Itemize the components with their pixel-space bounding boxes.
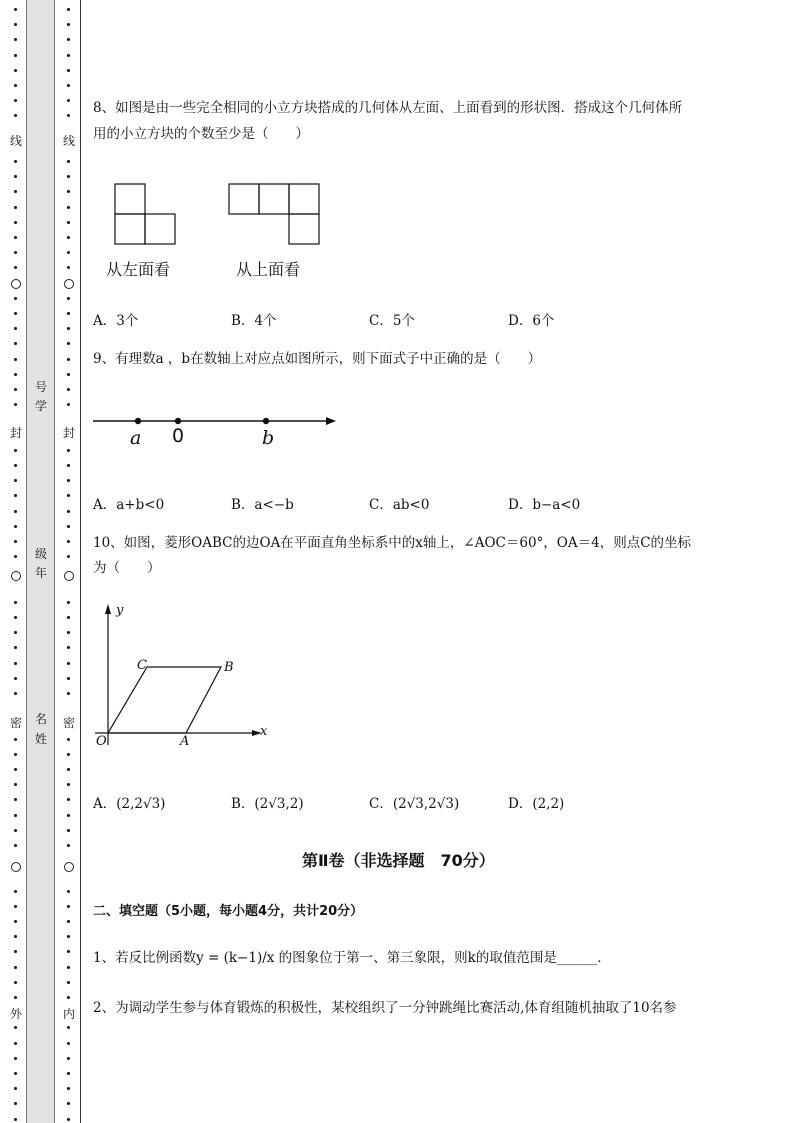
label-y: y	[116, 603, 124, 618]
margin-dot	[67, 8, 70, 11]
inner-label-mi: 密	[63, 716, 76, 730]
margin-dot	[14, 251, 17, 254]
inner-label-feng: 封	[63, 426, 76, 440]
margin-dot	[67, 479, 70, 482]
axis-label-zero: 0	[172, 425, 185, 447]
margin-dot	[14, 1072, 17, 1075]
margin-dot	[14, 738, 17, 741]
margin-dot	[67, 206, 70, 209]
left-view-figure	[115, 184, 175, 244]
margin-dot	[67, 464, 70, 467]
margin-dot	[14, 69, 17, 72]
margin-dot	[14, 1102, 17, 1105]
margin-dot	[14, 555, 17, 558]
fig-top-view-label: 从上面看	[236, 260, 301, 279]
strip-label-xue: 学	[35, 399, 48, 413]
margin-dot	[67, 783, 70, 786]
margin-dot	[67, 84, 70, 87]
margin-dot	[67, 69, 70, 72]
margin-dot	[14, 464, 17, 467]
label-C: C	[137, 658, 147, 673]
q9-option-a[interactable]: A．a+b<0	[93, 497, 165, 513]
margin-dot	[14, 175, 17, 178]
margin-dot	[14, 479, 17, 482]
margin-dot	[14, 312, 17, 315]
outer-circle	[11, 571, 21, 581]
margin-dot	[14, 966, 17, 969]
label-x: x	[260, 724, 268, 739]
q10-option-a[interactable]: A．(2,2√3)	[93, 796, 166, 812]
margin-dot	[67, 38, 70, 41]
q10-option-d[interactable]: D．(2,2)	[508, 796, 565, 812]
margin-dot	[67, 646, 70, 649]
q8-text-line2: 用的小立方块的个数至少是（ ）	[93, 126, 309, 142]
q10-option-c[interactable]: C．(2√3,2√3)	[369, 796, 460, 812]
margin-dot	[14, 844, 17, 847]
q9-text: 9、有理数a ，b在数轴上对应点如图所示，则下面式子中正确的是（ ）	[93, 351, 542, 367]
fill-in-section-heading: 二、填空题（5小题，每小题4分，共计20分）	[93, 904, 364, 919]
q8-text-line1: 8、如图是由一些完全相同的小立方块搭成的几何体从左面、上面看到的形状图．搭成这个几何体所	[93, 100, 683, 116]
margin-dot	[14, 297, 17, 300]
label-A: A	[180, 734, 190, 749]
margin-dot	[67, 1087, 70, 1090]
margin-dot	[67, 221, 70, 224]
inner-label-nei: 内	[63, 1007, 76, 1021]
strip-label-ji: 级	[35, 547, 48, 561]
outer-circle	[11, 862, 21, 872]
fill-q1-text: 1、若反比例函数y = (k−1)/x 的图象位于第一、第三象限，则k的取值范围是______．	[93, 950, 611, 966]
axis-label-b: b	[262, 427, 275, 449]
part2-title: 第Ⅱ卷（非选择题 70分）	[302, 851, 495, 870]
margin-dot	[14, 327, 17, 330]
outer-label-mi: 密	[10, 716, 23, 730]
margin-dot	[14, 266, 17, 269]
margin-dot	[14, 373, 17, 376]
margin-dot	[14, 753, 17, 756]
margin-dot	[67, 1102, 70, 1105]
margin-dot	[14, 616, 17, 619]
margin-dot	[67, 1026, 70, 1029]
margin-dot	[67, 510, 70, 513]
margin-dot	[67, 1042, 70, 1045]
margin-dot	[67, 935, 70, 938]
margin-dot	[14, 814, 17, 817]
margin-dot	[14, 1026, 17, 1029]
q9-option-b[interactable]: B．a<−b	[231, 497, 294, 513]
margin-dot	[14, 84, 17, 87]
margin-dot	[14, 996, 17, 999]
margin-dot	[14, 358, 17, 361]
margin-dot	[67, 798, 70, 801]
margin-dot	[67, 266, 70, 269]
margin-dot	[14, 981, 17, 984]
margin-dot	[67, 829, 70, 832]
margin-dot	[67, 631, 70, 634]
margin-dot	[67, 373, 70, 376]
margin-dot	[67, 905, 70, 908]
margin-dot	[14, 8, 17, 11]
margin-dot	[14, 631, 17, 634]
margin-dot	[67, 814, 70, 817]
q10-option-b[interactable]: B．(2√3,2)	[231, 796, 304, 812]
margin-dot	[14, 190, 17, 193]
margin-dot	[14, 677, 17, 680]
margin-dot	[67, 1057, 70, 1060]
margin-dot	[67, 601, 70, 604]
strip-label-ming: 名	[35, 712, 48, 726]
margin-dot	[14, 798, 17, 801]
margin-dot	[67, 525, 70, 528]
outer-circle	[11, 279, 21, 289]
margin-dot	[14, 1087, 17, 1090]
margin-dot	[67, 555, 70, 558]
margin-dot	[67, 175, 70, 178]
margin-dot	[14, 510, 17, 513]
q9-option-c[interactable]: C．ab<0	[369, 497, 430, 513]
outer-label-xian: 线	[10, 134, 23, 148]
margin-dot	[14, 601, 17, 604]
margin-dot	[14, 403, 17, 406]
margin-dot	[14, 38, 17, 41]
margin-dot	[67, 950, 70, 953]
margin-dot	[67, 1118, 70, 1121]
margin-dot	[67, 312, 70, 315]
inner-circle	[64, 279, 74, 289]
margin-dot	[14, 160, 17, 163]
q8-option-c[interactable]: C．5个	[369, 313, 415, 329]
margin-dot	[14, 23, 17, 26]
margin-dot	[67, 327, 70, 330]
binding-margin	[0, 0, 82, 1123]
margin-dot	[67, 540, 70, 543]
inner-circle	[64, 862, 74, 872]
q8-option-a[interactable]: A．3个	[93, 313, 139, 329]
q10-text-line2: 为（ ）	[93, 560, 161, 576]
margin-dot	[14, 768, 17, 771]
strip-label-xing: 姓	[35, 732, 48, 746]
margin-dot	[67, 768, 70, 771]
rhombus-figure	[90, 600, 280, 755]
margin-dot	[14, 692, 17, 695]
margin-dot	[14, 905, 17, 908]
margin-dot	[67, 738, 70, 741]
margin-dot	[14, 920, 17, 923]
margin-dot	[67, 844, 70, 847]
margin-dot	[67, 236, 70, 239]
margin-dot	[14, 890, 17, 893]
q10-text-line1: 10、如图，菱形OABC的边OA在平面直角坐标系中的x轴上，∠AOC＝60°，OA＝4，则点C的坐标	[93, 535, 692, 551]
q8-option-b[interactable]: B．4个	[231, 313, 277, 329]
margin-dot	[67, 753, 70, 756]
q9-option-d[interactable]: D．b−a<0	[508, 497, 581, 513]
margin-dot	[14, 1042, 17, 1045]
margin-dot	[14, 525, 17, 528]
margin-dot	[67, 160, 70, 163]
inner-circle	[64, 571, 74, 581]
label-O: O	[96, 734, 107, 749]
q8-option-d[interactable]: D．6个	[508, 313, 555, 329]
margin-dot	[67, 616, 70, 619]
margin-dot	[14, 935, 17, 938]
label-B: B	[224, 660, 234, 675]
margin-dot	[14, 449, 17, 452]
outer-label-feng: 封	[10, 426, 23, 440]
margin-dot	[67, 890, 70, 893]
margin-dot	[67, 114, 70, 117]
fig-left-view-label: 从左面看	[106, 260, 171, 279]
q8-view-figures	[110, 180, 330, 250]
margin-dot	[14, 342, 17, 345]
margin-dot	[14, 950, 17, 953]
margin-dot	[67, 99, 70, 102]
margin-dot	[67, 23, 70, 26]
margin-dot	[67, 297, 70, 300]
margin-dot	[14, 221, 17, 224]
margin-dot	[67, 358, 70, 361]
margin-dot	[67, 1072, 70, 1075]
margin-dot	[67, 190, 70, 193]
axis-label-a: a	[130, 427, 142, 449]
margin-dot	[67, 677, 70, 680]
fill-q2-text: 2、为调动学生参与体育锻炼的积极性，某校组织了一分钟跳绳比赛活动,体育组随机抽取了10名参	[93, 1000, 677, 1016]
margin-dot	[14, 540, 17, 543]
strip-label-nian: 年	[35, 566, 48, 580]
point-a	[135, 418, 141, 424]
margin-dot	[14, 388, 17, 391]
margin-dot	[14, 1118, 17, 1121]
margin-dot	[67, 966, 70, 969]
margin-dot	[67, 403, 70, 406]
rhombus-OABC	[108, 667, 221, 733]
margin-dot	[14, 54, 17, 57]
margin-dot	[67, 692, 70, 695]
strip-label-hao: 号	[35, 380, 48, 394]
margin-dot	[67, 251, 70, 254]
point-b	[263, 418, 269, 424]
margin-dot	[14, 1057, 17, 1060]
number-line	[90, 405, 340, 455]
margin-dot	[67, 920, 70, 923]
margin-dot	[14, 829, 17, 832]
margin-dot	[67, 449, 70, 452]
binding-line	[80, 0, 81, 1123]
margin-dot	[14, 494, 17, 497]
margin-dot	[67, 388, 70, 391]
margin-dot	[14, 662, 17, 665]
margin-dot	[67, 342, 70, 345]
outer-label-wai: 外	[10, 1007, 23, 1021]
margin-dot	[14, 99, 17, 102]
y-axis-arrow	[105, 604, 111, 614]
margin-dot	[14, 783, 17, 786]
margin-dot	[14, 114, 17, 117]
margin-dot	[14, 206, 17, 209]
margin-dot	[14, 236, 17, 239]
margin-dot	[14, 646, 17, 649]
margin-dot	[67, 996, 70, 999]
margin-dot	[67, 662, 70, 665]
margin-dot	[67, 981, 70, 984]
margin-dot	[67, 54, 70, 57]
point-zero	[175, 418, 181, 424]
inner-label-xian: 线	[63, 134, 76, 148]
number-line-arrow	[326, 417, 336, 425]
top-view-figure	[229, 184, 319, 244]
margin-dot	[67, 494, 70, 497]
